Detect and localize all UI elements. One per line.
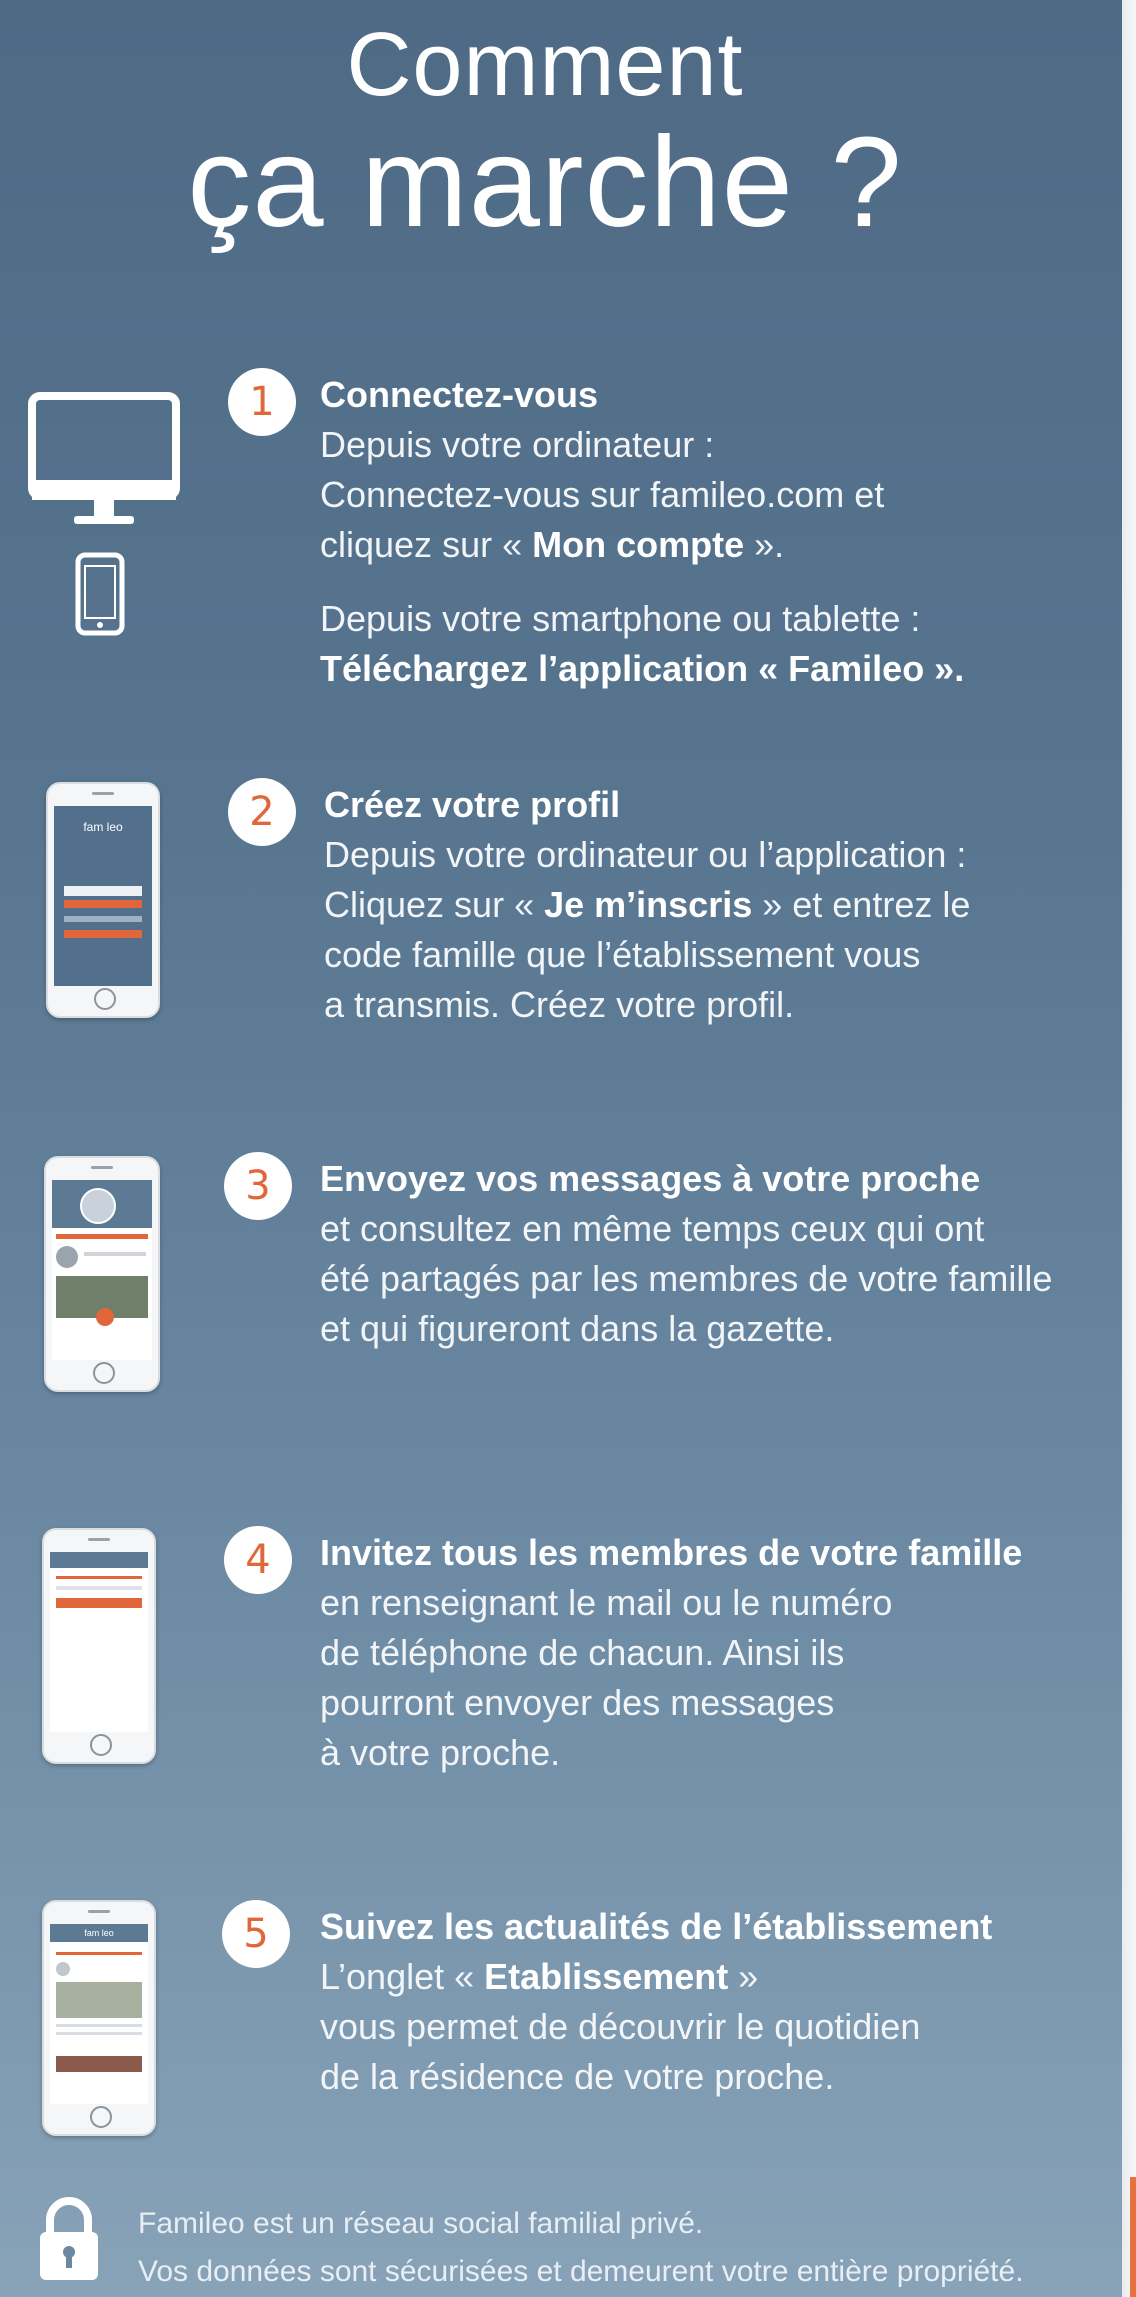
step-1-line: Depuis votre smartphone ou tablette : [320,598,921,639]
step-4-line: pourront envoyer des messages [320,1682,835,1723]
smartphone-icon [75,552,125,636]
step-4-line: de téléphone de chacun. Ainsi ils [320,1632,845,1673]
step-5-line: vous permet de découvrir le quotidien [320,2006,921,2047]
page-title-line-1: Comment [346,15,744,115]
phone-mockup-messages [44,1156,160,1392]
step-5-line: L’onglet « Etablissement » [320,1956,759,1997]
step-2-number: 2 [228,778,296,846]
step-4-line: à votre proche. [320,1732,561,1773]
footer-line-2: Vos données sont sécurisées et demeurent votre entière propriété. [138,2255,1024,2288]
phone-mockup-establishment [42,1900,156,2136]
step-4-text [320,1528,1022,1778]
step-2-heading: Créez votre profil [324,784,621,825]
step-1-line: cliquez sur « Mon compte ». [320,524,785,565]
page-title-line-2: ça marche ? [187,111,903,254]
etablissement-label: Etablissement [484,1956,729,1997]
step-1-line: Connectez-vous sur famileo.com et [320,474,885,515]
step-2-line: Depuis votre ordinateur ou l’application : [324,834,967,875]
step-2-line: a transmis. Créez votre profil. [324,984,795,1025]
phone-mockup-signup [46,782,160,1018]
step-1-line: Téléchargez l’application « Famileo ». [320,648,965,689]
lock-icon [36,2196,102,2284]
step-1-line: Depuis votre ordinateur : [320,424,715,465]
step-2-line: code famille que l’établissement vous [324,934,921,975]
phone-mockup-invite [42,1528,156,1764]
je-minscris-label: Je m’inscris [544,884,753,925]
step-3-line: et qui figureront dans la gazette. [320,1308,835,1349]
step-5-text [320,1902,992,2102]
app-brand: fam leo [50,1924,148,1942]
monitor-icon [28,392,180,530]
step-4-line: en renseignant le mail ou le numéro [320,1582,893,1623]
step-3-text [320,1154,1052,1354]
step-5-line: de la résidence de votre proche. [320,2056,835,2097]
step-4-number: 4 [224,1526,292,1594]
mon-compte-label: Mon compte [532,524,745,565]
step-2-line: Cliquez sur « Je m’inscris » et entrez le [324,884,971,925]
step-3-line: été partagés par les membres de votre famille [320,1258,1053,1299]
footer-privacy [138,2200,1024,2296]
step-1-text [320,370,964,694]
page-edge [1122,0,1136,2297]
step-3-line: et consultez en même temps ceux qui ont [320,1208,985,1249]
step-1-number: 1 [228,368,296,436]
footer-line-1: Famileo est un réseau social familial privé. [138,2207,704,2240]
edge-accent [1130,2177,1136,2297]
step-4-heading: Invitez tous les membres de votre famille [320,1532,1023,1573]
step-3-number: 3 [224,1152,292,1220]
step-5-number: 5 [222,1900,290,1968]
app-brand: fam leo [83,820,123,834]
step-5-heading: Suivez les actualités de l’établissement [320,1906,993,1947]
step-2-text [324,780,970,1030]
step-3-heading: Envoyez vos messages à votre proche [320,1158,981,1199]
step-1-heading: Connectez-vous [320,374,599,415]
